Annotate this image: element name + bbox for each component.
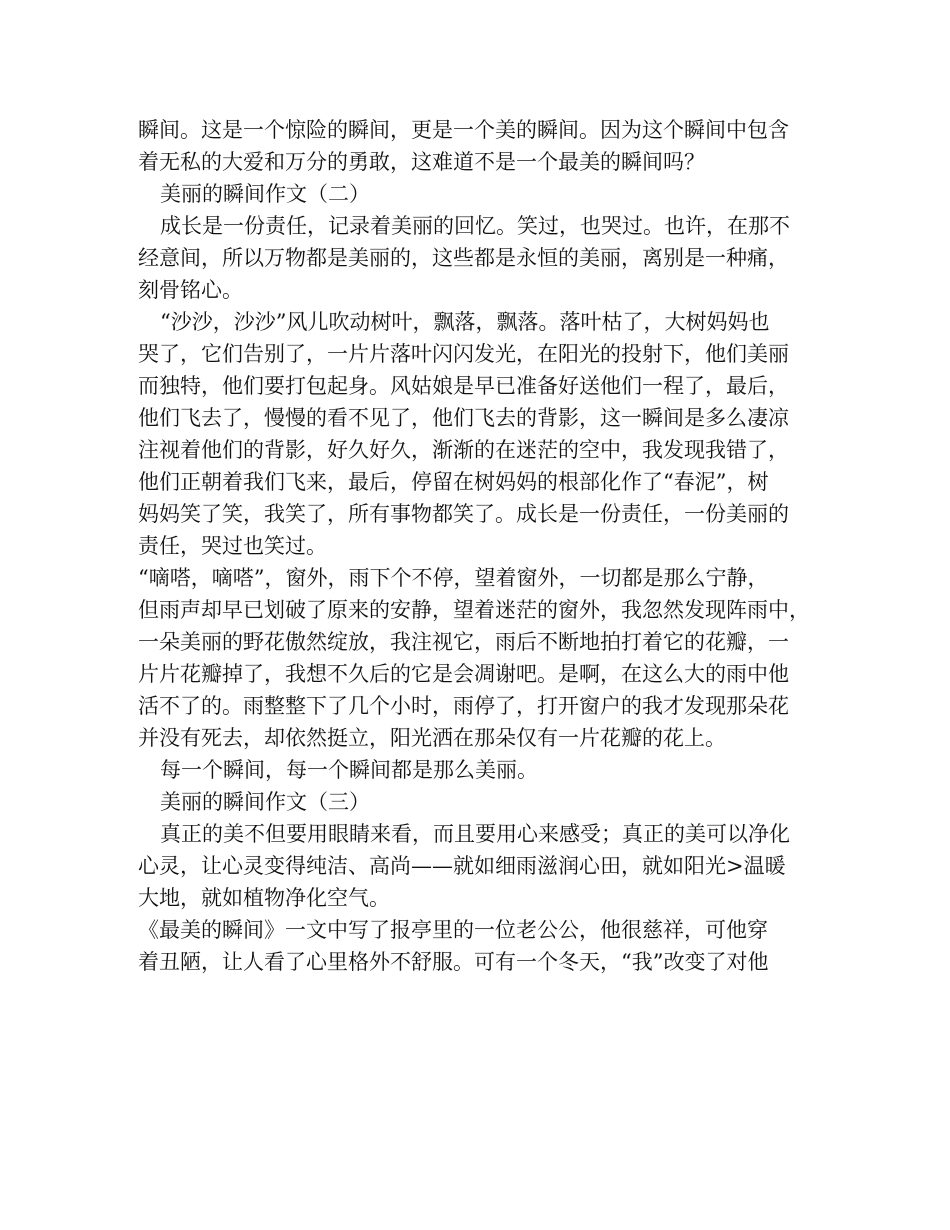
text-line: 大地，就如植物净化空气。 bbox=[138, 886, 390, 910]
text-line: 但雨声却早已划破了原来的安静，望着迷茫的窗外，我忽然发现阵雨中， bbox=[138, 598, 810, 622]
text-line: 着无私的大爱和万分的勇敢，这难道不是一个最美的瞬间吗？ bbox=[138, 150, 705, 174]
text-line: 哭了，它们告别了，一片片落叶闪闪发光，在阳光的投射下，他们美丽 bbox=[138, 342, 789, 366]
text-line: 着丑陋，让人看了心里格外不舒服。可有一个冬天，“我”改变了对他 bbox=[138, 950, 769, 974]
text-line: 注视着他们的背影，好久好久，渐渐的在迷茫的空中，我发现我错了， bbox=[138, 438, 789, 462]
text-line: 成长是一份责任，记录着美丽的回忆。笑过，也哭过。也许，在那不 bbox=[160, 214, 790, 238]
section-heading: 美丽的瞬间作文（二） bbox=[160, 182, 370, 206]
text-line: 他们正朝着我们飞来，最后，停留在树妈妈的根部化作了“春泥”，树 bbox=[138, 470, 769, 494]
text-line: 责任，哭过也笑过。 bbox=[138, 534, 327, 558]
text-line: 活不了的。雨整整下了几个小时，雨停了，打开窗户的我才发现那朵花 bbox=[138, 694, 789, 718]
text-line: 他们飞去了，慢慢的看不见了，他们飞去的背影，这一瞬间是多么凄凉 bbox=[138, 406, 789, 430]
document-body bbox=[138, 114, 818, 978]
text-line: 并没有死去，却依然挺立，阳光洒在那朵仅有一片花瓣的花上。 bbox=[138, 726, 726, 750]
text-line: 真正的美不但要用眼睛来看，而且要用心来感受；真正的美可以净化 bbox=[160, 822, 790, 846]
section-heading: 美丽的瞬间作文（三） bbox=[160, 790, 370, 814]
text-line: 妈妈笑了笑，我笑了，所有事物都笑了。成长是一份责任，一份美丽的 bbox=[138, 502, 789, 526]
text-line: “嘀嗒，嘀嗒”，窗外，雨下个不停，望着窗外，一切都是那么宁静， bbox=[138, 566, 769, 590]
text-line: 而独特，他们要打包起身。风姑娘是早已准备好送他们一程了，最后， bbox=[138, 374, 789, 398]
text-line: 片片花瓣掉了，我想不久后的它是会凋谢吧。是啊，在这么大的雨中他 bbox=[138, 662, 789, 686]
text-line: “沙沙，沙沙”风儿吹动树叶，飘落，飘落。落叶枯了，大树妈妈也 bbox=[160, 310, 770, 334]
text-line: 《最美的瞬间》一文中写了报亭里的一位老公公，他很慈祥，可他穿 bbox=[138, 918, 768, 942]
text-line: 心灵，让心灵变得纯洁、高尚——就如细雨滋润心田，就如阳光>温暖 bbox=[138, 854, 786, 878]
text-line: 刻骨铭心。 bbox=[138, 278, 243, 302]
text-line: 瞬间。这是一个惊险的瞬间，更是一个美的瞬间。因为这个瞬间中包含 bbox=[138, 118, 789, 142]
text-line: 一朵美丽的野花傲然绽放，我注视它，雨后不断地拍打着它的花瓣，一 bbox=[138, 630, 789, 654]
text-line: 经意间，所以万物都是美丽的，这些都是永恒的美丽，离别是一种痛， bbox=[138, 246, 789, 270]
text-line: 每一个瞬间，每一个瞬间都是那么美丽。 bbox=[160, 758, 538, 782]
